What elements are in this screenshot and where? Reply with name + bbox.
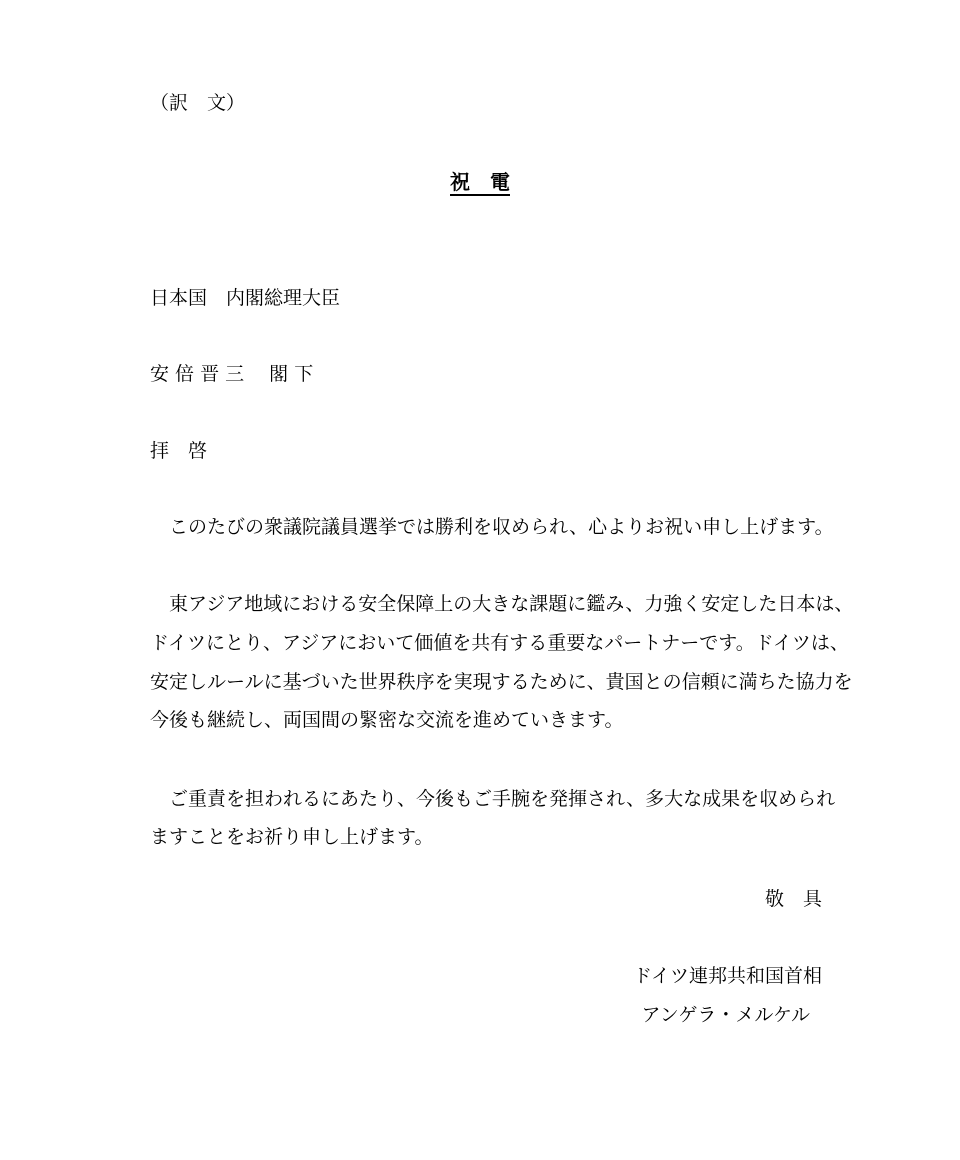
body-paragraph-3-line-2: ますことをお祈り申し上げます。 xyxy=(150,826,434,848)
signatory-title: ドイツ連邦共和国首相 xyxy=(632,965,822,987)
body-paragraph-2-line-2: ドイツにとり、アジアにおいて価値を共有する重要なパートナーです。ドイツは、 xyxy=(150,632,849,654)
body-paragraph-2-line-1: 東アジア地域における安全保障上の大きな課題に鑑み、力強く安定した日本は、 xyxy=(150,593,854,615)
signatory-name: アンゲラ・メルケル xyxy=(641,1004,810,1026)
translation-label: （訳 文） xyxy=(150,92,246,114)
document-title: 祝 電 xyxy=(450,170,510,194)
body-paragraph-3-line-1: ご重責を担われるにあたり、今後もご手腕を発揮され、多大な成果を収められ xyxy=(150,788,836,810)
closing-phrase: 敬 具 xyxy=(764,888,822,910)
body-paragraph-2-line-3: 安定しルールに基づいた世界秩序を実現するために、貴国との信頼に満ちた協力を xyxy=(150,671,853,693)
body-paragraph-2-line-4: 今後も継続し、両国間の緊密な交流を進めていきます。 xyxy=(150,709,624,731)
addressee-title: 日本国 内閣総理大臣 xyxy=(150,287,341,309)
body-paragraph-1-line-1: このたびの衆議院議員選挙では勝利を収められ、心よりお祝い申し上げます。 xyxy=(150,516,834,538)
addressee-name: 安 倍 晋 三 閣 下 xyxy=(150,363,314,385)
salutation: 拝 啓 xyxy=(150,440,208,462)
